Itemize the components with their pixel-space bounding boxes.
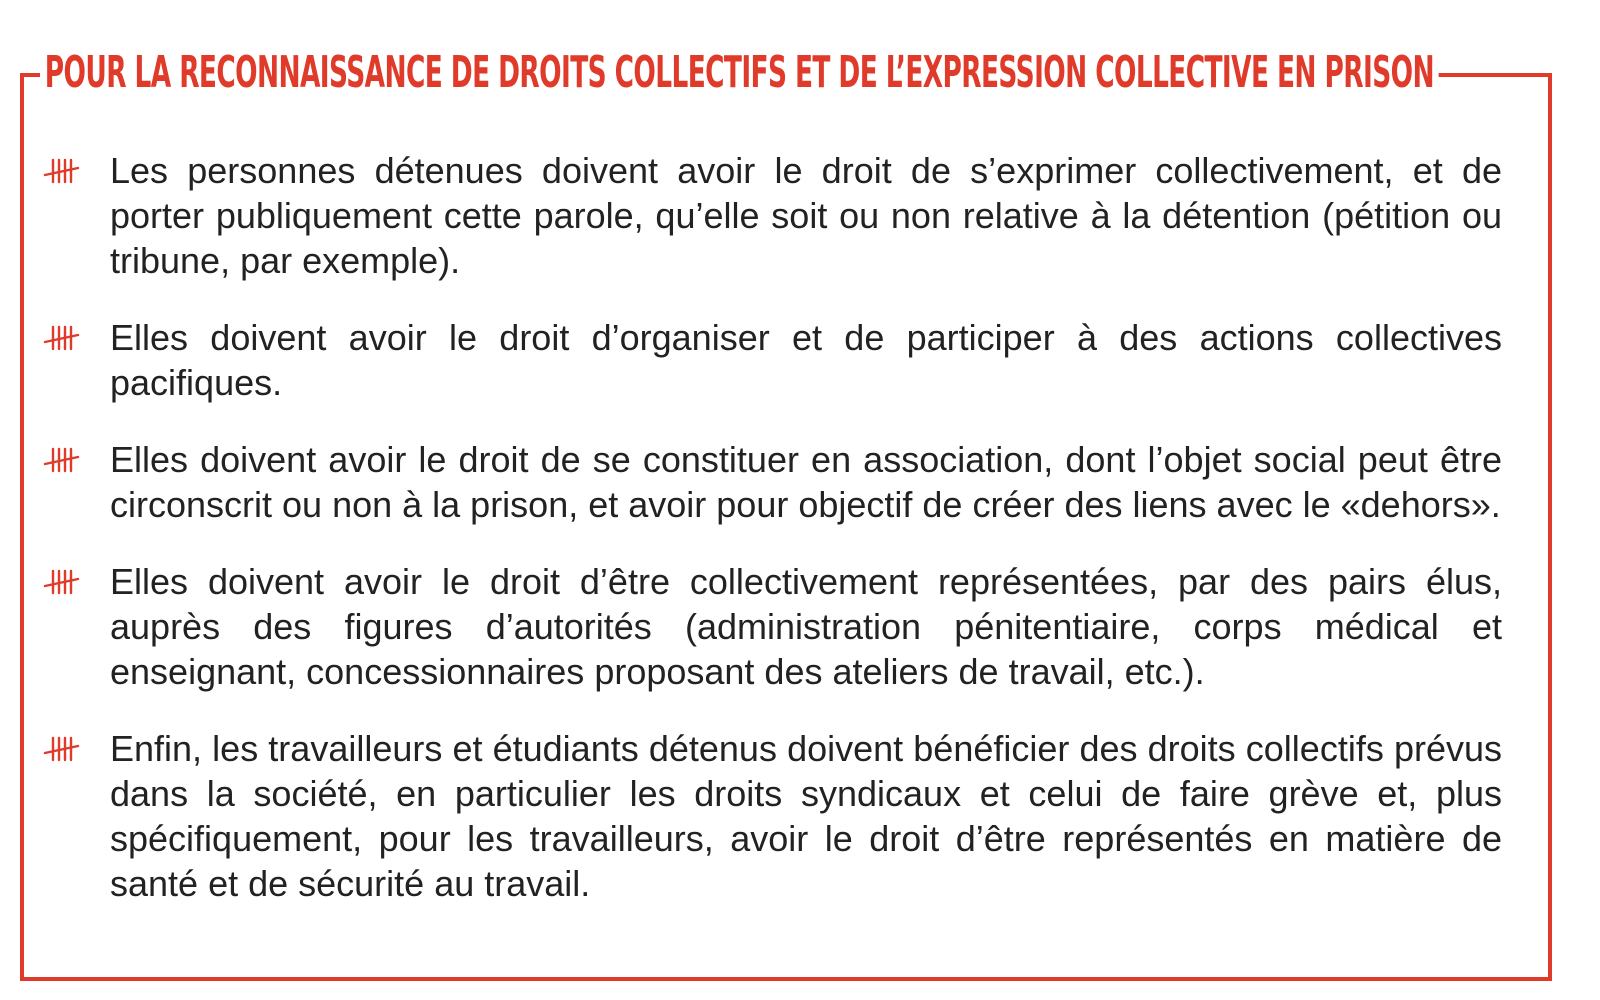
tally-marks-icon xyxy=(42,734,82,764)
list-item xyxy=(42,148,1502,283)
tally-marks-icon xyxy=(42,445,82,475)
rights-list xyxy=(42,148,1502,938)
list-item-text: Elles doivent avoir le droit d’être collectivement représentées, par des pairs élus, auprès des figures d’autorités (administration pénitentiaire, corps médical et enseignant, concessionnaires proposant des ateliers de travail, etc.). xyxy=(110,561,1502,692)
tally-marks-icon xyxy=(42,323,82,353)
list-item xyxy=(42,559,1502,694)
list-item xyxy=(42,726,1502,906)
tally-marks-icon xyxy=(42,156,82,186)
page-title: POUR LA RECONNAISSANCE DE DROITS COLLECTIFS ET DE L’EXPRESSION COLLECTIVE EN PRISON xyxy=(40,38,1439,108)
list-item xyxy=(42,315,1502,405)
list-item-text: Les personnes détenues doivent avoir le droit de s’exprimer collectivement, et de porter publiquement cette parole, qu’elle soit ou non relative à la détention (pétition ou tribune, par exemple). xyxy=(110,150,1502,281)
list-item xyxy=(42,437,1502,527)
list-item-text: Enfin, les travailleurs et étudiants détenus doivent bénéficier des droits collectifs prévus dans la société, en particulier les droits syndicaux et celui de faire grève et, plus spécifiquement, pour les travailleurs, avoir le droit d’être représentés en matière de santé et de sécurité au travail. xyxy=(110,728,1502,904)
list-item-text: Elles doivent avoir le droit d’organiser et de participer à des actions collectives pacifiques. xyxy=(110,317,1502,403)
tally-marks-icon xyxy=(42,567,82,597)
list-item-text: Elles doivent avoir le droit de se constituer en association, dont l’objet social peut être circonscrit ou non à la prison, et avoir pour objectif de créer des liens avec le «dehors». xyxy=(110,439,1502,525)
